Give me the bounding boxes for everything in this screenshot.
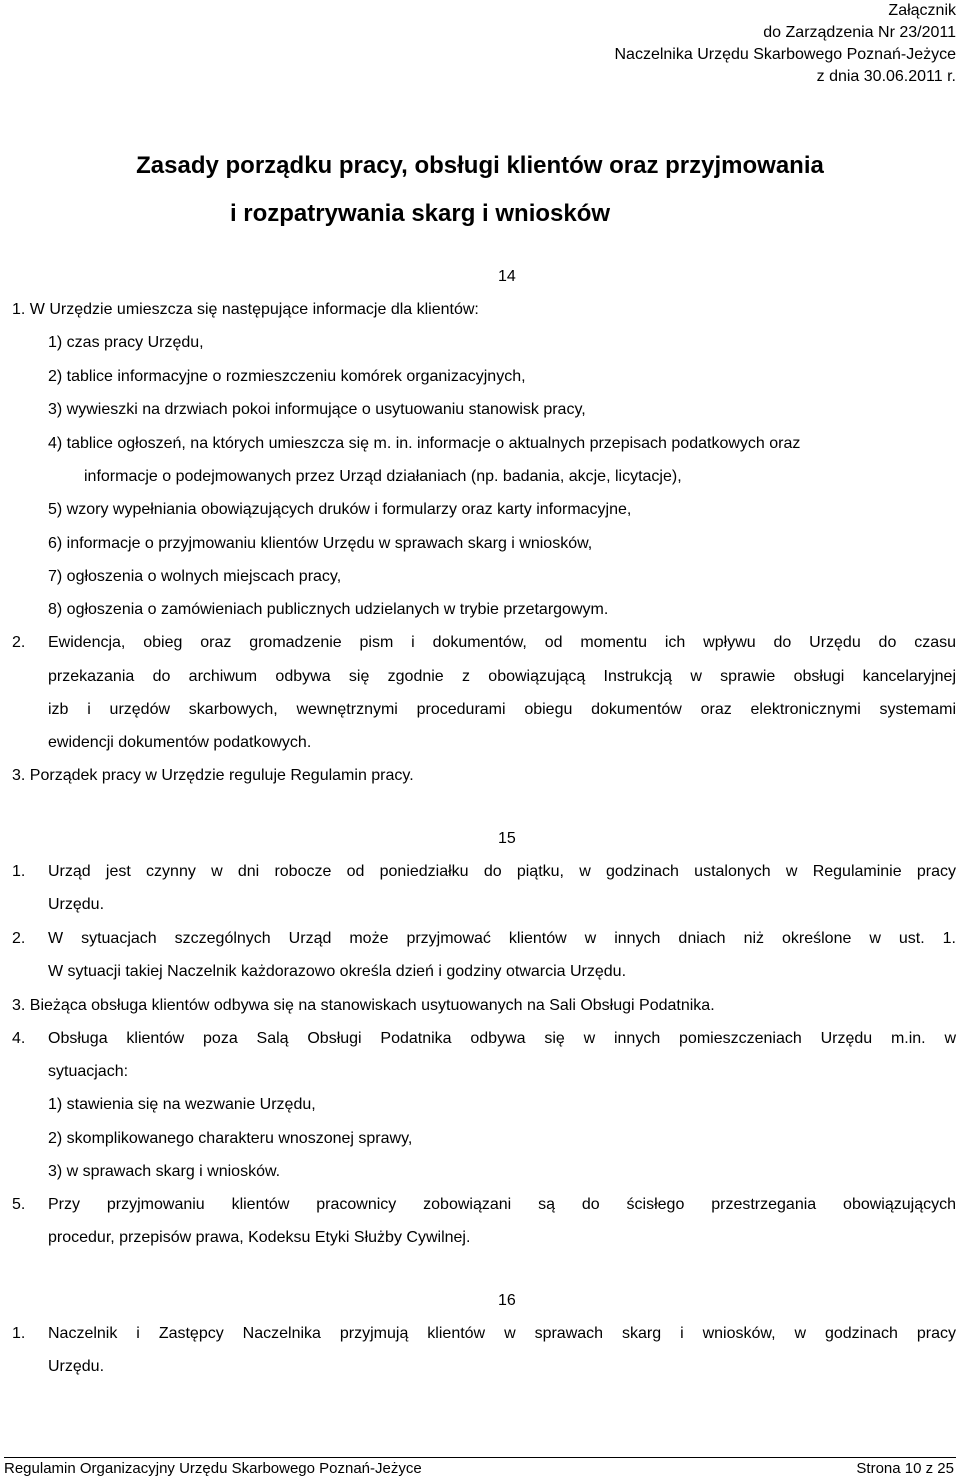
document-title-line2: i rozpatrywania skarg i wniosków <box>229 200 611 227</box>
footer-title: Regulamin Organizacyjny Urzędu Skarbowego Poznań-Jeżyce <box>4 1460 422 1477</box>
paragraph-number: 1. <box>12 863 26 880</box>
header-line: Załącznik <box>888 2 956 19</box>
paragraph-line: Przy przyjmowaniu klientów pracownicy zobowiązani są do ścisłego przestrzegania obowiązujących <box>48 1196 956 1213</box>
paragraph-line: W sytuacji takiej Naczelnik każdorazowo określa dzień i godziny otwarcia Urzędu. <box>48 963 627 980</box>
list-item: 8) ogłoszenia o zamówieniach publicznych udzielanych w trybie przetargowym. <box>48 601 609 618</box>
paragraph-line: 3. Bieżąca obsługa klientów odbywa się na stanowiskach usytuowanych na Sali Obsługi Podatnika. <box>12 997 715 1014</box>
list-item-continuation: informacje o podejmowanych przez Urząd działaniach (np. badania, akcje, licytacje), <box>84 468 682 485</box>
paragraph-line: sytuacjach: <box>48 1063 129 1080</box>
paragraph-number: 2. <box>12 634 26 651</box>
paragraph-line: 3. Porządek pracy w Urzędzie reguluje Regulamin pracy. <box>12 767 414 784</box>
document-title-line1: Zasady porządku pracy, obsługi klientów oraz przyjmowania <box>136 152 824 179</box>
list-item: 5) wzory wypełniania obowiązujących druków i formularzy oraz karty informacyjne, <box>48 501 632 518</box>
footer-rule <box>4 1457 956 1458</box>
paragraph-line: ewidencji dokumentów podatkowych. <box>48 734 312 751</box>
list-item: 4) tablice ogłoszeń, na których umieszcza się m. in. informacje o aktualnych przepisach podatkowych oraz <box>48 435 801 452</box>
list-item: 7) ogłoszenia o wolnych miejscach pracy, <box>48 568 342 585</box>
paragraph-line: Ewidencja, obieg oraz gromadzenie pism i dokumentów, od momentu ich wpływu do Urzędu do czasu <box>48 634 956 651</box>
paragraph-line: procedur, przepisów prawa, Kodeksu Etyki Służby Cywilnej. <box>48 1229 471 1246</box>
page-number: Strona 10 z 25 <box>856 1460 954 1477</box>
list-item: 2) skomplikowanego charakteru wnoszonej sprawy, <box>48 1130 413 1147</box>
header-line: z dnia 30.06.2011 r. <box>816 68 956 85</box>
paragraph-line: W sytuacjach szczególnych Urząd może przyjmować klientów w innych dniach niż określone w ust. 1. <box>48 930 956 947</box>
paragraph-line: Naczelnik i Zastępcy Naczelnika przyjmują klientów w sprawach skarg i wniosków, w godzinach pracy <box>48 1325 956 1342</box>
header-line: Naczelnika Urzędu Skarbowego Poznań-Jeżyce <box>614 46 956 63</box>
section-heading: 15 <box>498 830 516 847</box>
list-item: 3) wywieszki na drzwiach pokoi informujące o usytuowaniu stanowisk pracy, <box>48 401 586 418</box>
paragraph-line: Urząd jest czynny w dni robocze od poniedziałku do piątku, w godzinach ustalonych w Regulaminie pracy <box>48 863 956 880</box>
list-item: 1) stawienia się na wezwanie Urzędu, <box>48 1096 316 1113</box>
list-item: 2) tablice informacyjne o rozmieszczeniu komórek organizacyjnych, <box>48 368 526 385</box>
section-heading: 14 <box>498 268 516 285</box>
header-line: do Zarządzenia Nr 23/2011 <box>763 24 956 41</box>
list-item: 3) w sprawach skarg i wniosków. <box>48 1163 281 1180</box>
paragraph-number: 5. <box>12 1196 26 1213</box>
paragraph-line: przekazania do archiwum odbywa się zgodnie z obowiązującą Instrukcją w sprawie obsługi kancelaryjnej <box>48 668 956 685</box>
list-item: 6) informacje o przyjmowaniu klientów Urzędu w sprawach skarg i wniosków, <box>48 535 593 552</box>
section-heading: 16 <box>498 1292 516 1309</box>
paragraph-line: Urzędu. <box>48 896 105 913</box>
list-item: 1) czas pracy Urzędu, <box>48 334 204 351</box>
paragraph-number: 2. <box>12 930 26 947</box>
paragraph-number: 1. <box>12 1325 26 1342</box>
paragraph-line: Urzędu. <box>48 1358 105 1375</box>
paragraph-line: 1. W Urzędzie umieszcza się następujące informacje dla klientów: <box>12 301 479 318</box>
paragraph-line: Obsługa klientów poza Salą Obsługi Podatnika odbywa się w innych pomieszczeniach Urzędu m.in. w <box>48 1030 956 1047</box>
paragraph-line: izb i urzędów skarbowych, wewnętrznymi procedurami obiegu dokumentów oraz elektronicznymi systemami <box>48 701 956 718</box>
document-header <box>614 0 956 88</box>
paragraph-number: 4. <box>12 1030 26 1047</box>
